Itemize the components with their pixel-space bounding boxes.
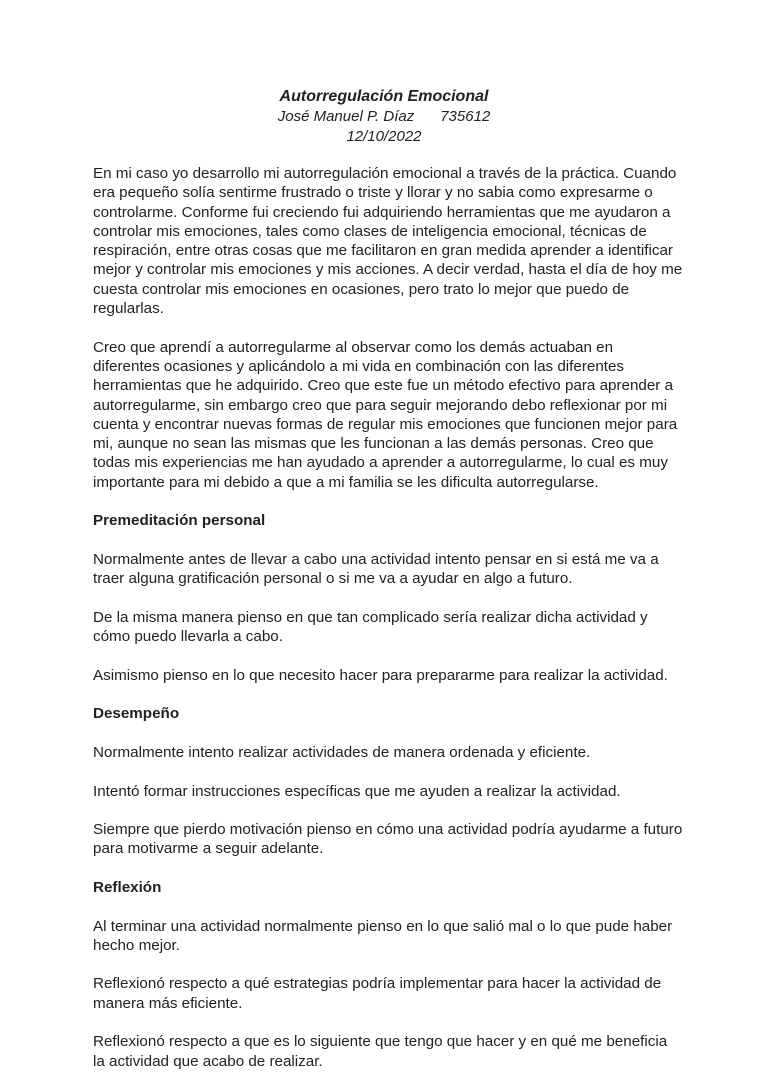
section-line: Al terminar una actividad normalmente pienso en lo que salió mal o lo que pude haber hecho mejor. <box>93 917 673 954</box>
section-line: Intentó formar instrucciones específicas que me ayuden a realizar la actividad. <box>93 782 621 800</box>
section-reflexion <box>93 878 683 1071</box>
author-name: José Manuel P. Díaz <box>277 108 415 125</box>
section-desempeno <box>93 704 683 858</box>
section-line: Normalmente intento realizar actividades de manera ordenada y eficiente. <box>93 743 591 761</box>
paragraph: Creo que aprendí a autorregularme al observar como los demás actuaban en diferentes ocasiones y aplicándolo a mi vida en combinación con las diferentes herramientas que he adquirido. Creo que este fue un método efectivo para aprender a autorregularme, sin embargo creo que para seguir mejorando debo reflexionar por mi cuenta y encontrar nuevas formas de regular mis emociones que funcionen mejor para mi, aunque no sean las mismas que les funcionan a las demás personas. Creo que todas mis experiencias me han ayudado a aprender a autorregularme, lo cual es muy importante para mi debido a que a mi familia se les dificulta autorregularse. <box>93 338 678 491</box>
document-header <box>0 86 768 147</box>
paragraph: En mi caso yo desarrollo mi autorregulación emocional a través de la práctica. Cuando era pequeño solía sentirme frustrado o triste y llorar y no sabia como expresarme o controlarme. Conforme fui creciendo fui adquiriendo herramientas que me ayudaron a controlar mis emociones, tales como clases de inteligencia emocional, técnicas de respiración, entre otras cosas que me facilitaron en gran medida aprender a identificar mejor y controlar mis emociones y mis acciones. A decir verdad, hasta el día de hoy me cuesta controlar mis emociones en ocasiones, pero trato lo mejor que puedo de regularlas. <box>93 165 683 318</box>
section-line: De la misma manera pienso en que tan complicado sería realizar dicha actividad y cómo puedo llevarla a cabo. <box>93 608 648 646</box>
document-body <box>93 164 683 1090</box>
student-id: 735612 <box>440 108 491 125</box>
section-heading: Reflexión <box>93 878 162 896</box>
document-title: Autorregulación Emocional <box>279 88 489 105</box>
section-line: Siempre que pierdo motivación pienso en cómo una actividad podría ayudarme a futuro para motivarme a seguir adelante. <box>93 821 683 858</box>
section-heading: Desempeño <box>93 705 180 723</box>
section-line: Normalmente antes de llevar a cabo una actividad intento pensar en si está me va a traer alguna gratificación personal o si me va a ayudar en algo a futuro. <box>93 550 659 588</box>
author-line <box>0 107 768 127</box>
section-premeditacion <box>93 511 683 685</box>
section-line: Reflexionó respecto a que es lo siguiente que tengo que hacer y en qué me beneficia la actividad que acabo de realizar. <box>93 1033 668 1070</box>
section-heading: Premeditación personal <box>93 512 266 530</box>
section-line: Reflexionó respecto a qué estrategias podría implementar para hacer la actividad de manera más eficiente. <box>93 975 662 1012</box>
section-line: Asimismo pienso en lo que necesito hacer para prepararme para realizar la actividad. <box>93 666 668 684</box>
document-date: 12/10/2022 <box>346 128 422 145</box>
